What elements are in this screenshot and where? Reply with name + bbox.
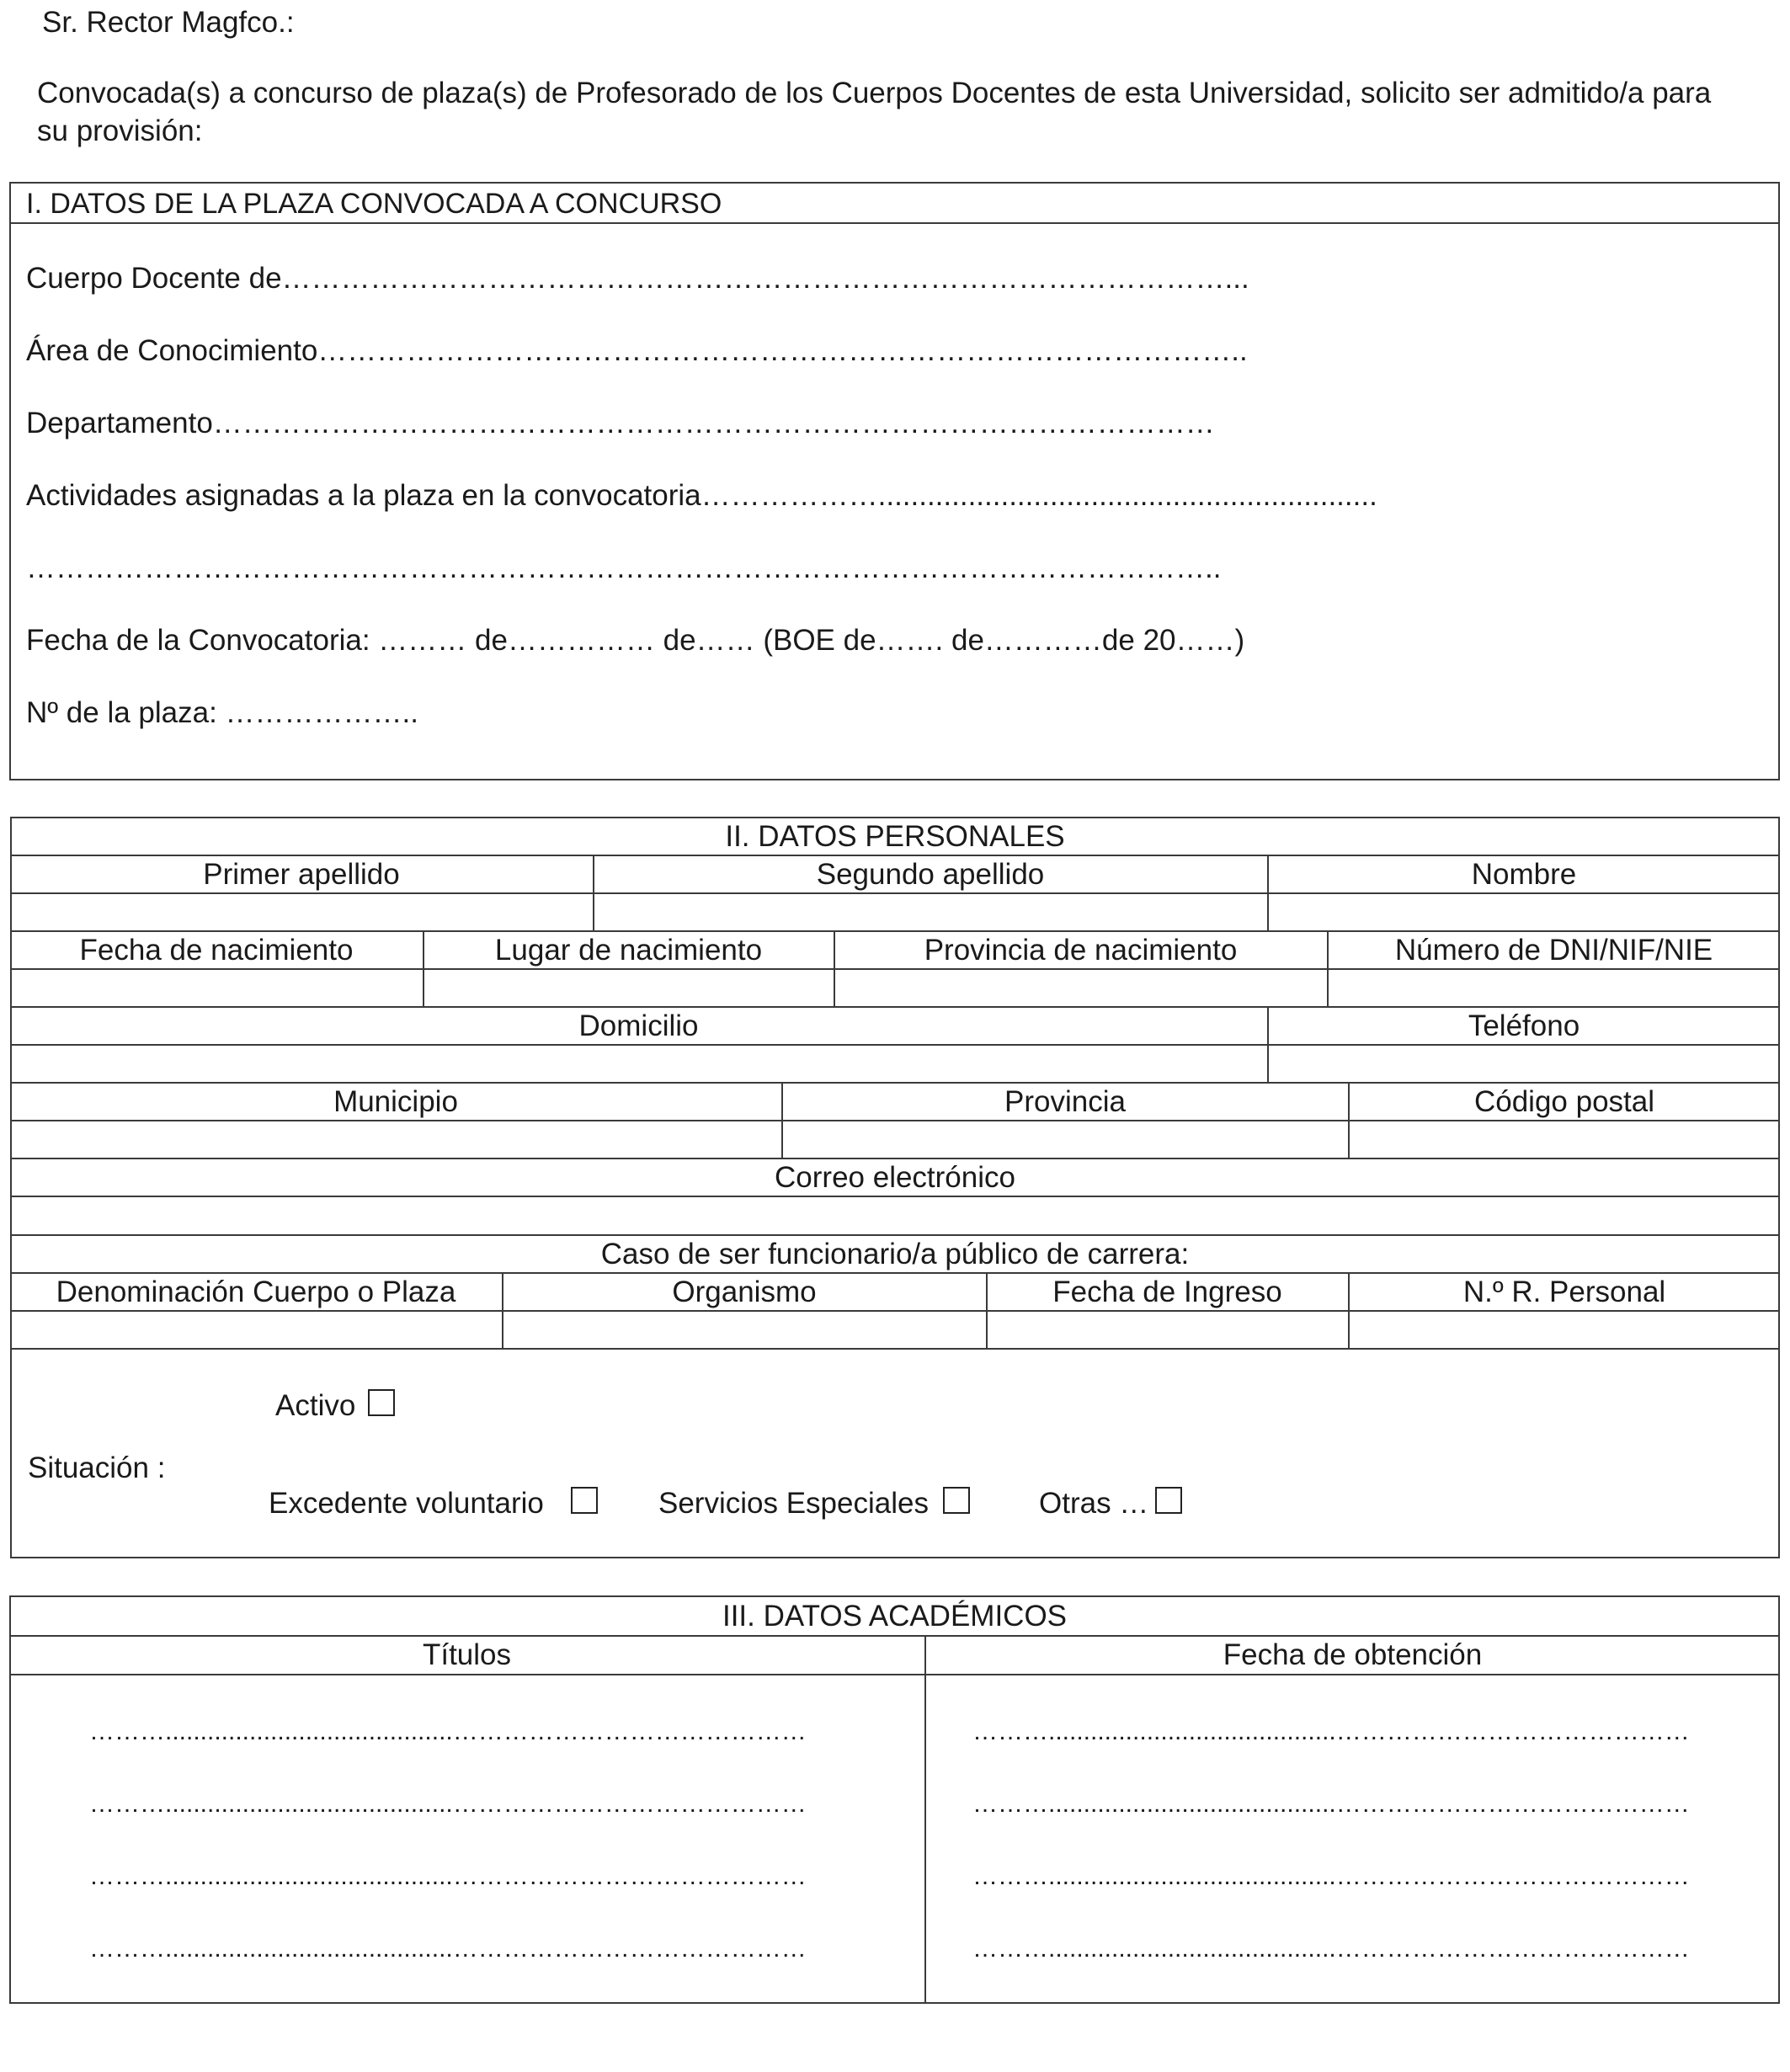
field-actividades[interactable]: Actividades asignadas a la plaza en la convocatoria………………............................................................. xyxy=(26,479,1377,512)
field-area-conocimiento[interactable]: Área de Conocimiento………………………………………………………………………………….. xyxy=(26,334,1248,367)
header-municipio: Municipio xyxy=(333,1084,458,1118)
section-plaza-title: I. DATOS DE LA PLAZA CONVOCADA A CONCURSO xyxy=(26,188,722,220)
divider xyxy=(1348,1082,1350,1159)
option-otras-label: Otras … xyxy=(1039,1487,1149,1520)
divider xyxy=(1267,855,1269,931)
header-lugar-nacimiento: Lugar de nacimiento xyxy=(494,933,763,967)
divider xyxy=(834,930,835,1007)
input-domicilio[interactable] xyxy=(10,1045,1267,1082)
section-plaza-title-divider xyxy=(9,222,1780,224)
divider xyxy=(423,930,424,1007)
divider xyxy=(502,1272,503,1349)
divider xyxy=(986,1272,988,1349)
header-correo-electronico: Correo electrónico xyxy=(775,1160,1015,1194)
checkbox-otras[interactable] xyxy=(1155,1487,1182,1514)
checkbox-servicios-especiales[interactable] xyxy=(943,1487,970,1514)
divider xyxy=(1267,1006,1269,1083)
header-fecha-ingreso: Fecha de Ingreso xyxy=(1052,1275,1282,1308)
section-datos-academicos-title: III. DATOS ACADÉMICOS xyxy=(722,1600,1068,1633)
funcionario-label: Caso de ser funcionario/a público de carrera: xyxy=(600,1237,1190,1270)
input-municipio[interactable] xyxy=(10,1121,781,1158)
fecha-obtencion-line-2[interactable]: ……….........................................…………………………………… xyxy=(972,1790,1690,1818)
situacion-label: Situación : xyxy=(28,1451,166,1484)
input-lugar-nacimiento[interactable] xyxy=(424,969,834,1006)
header-segundo-apellido: Segundo apellido xyxy=(816,857,1045,891)
field-cuerpo-docente[interactable]: Cuerpo Docente de……………………………………………………………………………………... xyxy=(26,262,1249,295)
header-fecha-obtencion: Fecha de obtención xyxy=(1223,1638,1483,1671)
input-nombre[interactable] xyxy=(1268,893,1780,930)
fecha-obtencion-line-1[interactable]: ……….........................................…………………………………… xyxy=(972,1718,1690,1745)
divider xyxy=(1327,930,1329,1007)
header-provincia: Provincia xyxy=(1004,1084,1126,1118)
input-codigo-postal[interactable] xyxy=(1349,1121,1780,1158)
header-codigo-postal: Código postal xyxy=(1473,1084,1655,1118)
divider xyxy=(593,855,594,931)
input-telefono[interactable] xyxy=(1268,1045,1780,1082)
field-numero-plaza[interactable]: Nº de la plaza: ……………….. xyxy=(26,696,418,729)
divider xyxy=(10,1348,1780,1350)
titulo-line-1[interactable]: ……….........................................…………………………………… xyxy=(89,1718,807,1745)
salutation: Sr. Rector Magfco.: xyxy=(42,6,295,39)
header-fecha-nacimiento: Fecha de nacimiento xyxy=(79,933,354,967)
input-nrp[interactable] xyxy=(1349,1311,1780,1348)
titulo-line-3[interactable]: ……….........................................…………………………………… xyxy=(89,1862,807,1890)
checkbox-activo[interactable] xyxy=(368,1389,395,1416)
input-primer-apellido[interactable] xyxy=(10,893,593,930)
input-provincia[interactable] xyxy=(782,1121,1348,1158)
titulo-line-4[interactable]: ……….........................................…………………………………… xyxy=(89,1935,807,1963)
header-dni: Número de DNI/NIF/NIE xyxy=(1394,933,1713,967)
input-fecha-nacimiento[interactable] xyxy=(10,969,423,1006)
divider xyxy=(924,1635,926,2004)
fecha-obtencion-line-3[interactable]: ……….........................................…………………………………… xyxy=(972,1862,1690,1890)
input-segundo-apellido[interactable] xyxy=(594,893,1267,930)
header-primer-apellido: Primer apellido xyxy=(203,857,400,891)
intro-line-2: su provisión: xyxy=(37,115,203,147)
header-nombre: Nombre xyxy=(1471,857,1577,891)
input-denominacion-cuerpo[interactable] xyxy=(10,1311,502,1348)
option-activo-label: Activo xyxy=(275,1389,356,1422)
input-correo-electronico[interactable] xyxy=(10,1196,1780,1233)
header-organismo: Organismo xyxy=(672,1275,817,1308)
header-nrp: N.º R. Personal xyxy=(1462,1275,1666,1308)
field-actividades-cont[interactable]: ………………………………………………………………………………………………………….. xyxy=(26,551,1222,584)
fecha-obtencion-line-4[interactable]: ……….........................................…………………………………… xyxy=(972,1935,1690,1963)
field-departamento[interactable]: Departamento………………………………………………………………………………………… xyxy=(26,407,1215,439)
header-provincia-nacimiento: Provincia de nacimiento xyxy=(924,933,1238,967)
divider xyxy=(781,1082,783,1159)
titulo-line-2[interactable]: ……….........................................…………………………………… xyxy=(89,1790,807,1818)
header-telefono: Teléfono xyxy=(1468,1009,1580,1042)
intro-line-1: Convocada(s) a concurso de plaza(s) de Profesorado de los Cuerpos Docentes de esta Universidad, solicito ser admitido/a para xyxy=(37,77,1712,109)
field-fecha-convocatoria[interactable]: Fecha de la Convocatoria: ……… de…………… de…… (BOE de……. de…………de 20……) xyxy=(26,624,1245,657)
divider xyxy=(1348,1272,1350,1349)
option-servicios-especiales-label: Servicios Especiales xyxy=(658,1487,929,1520)
input-dni[interactable] xyxy=(1328,969,1780,1006)
checkbox-excedente-voluntario[interactable] xyxy=(571,1487,598,1514)
header-titulos: Títulos xyxy=(422,1638,512,1671)
input-organismo[interactable] xyxy=(503,1311,986,1348)
header-domicilio: Domicilio xyxy=(578,1009,699,1042)
header-denominacion-cuerpo: Denominación Cuerpo o Plaza xyxy=(56,1275,456,1308)
section-datos-personales-title: II. DATOS PERSONALES xyxy=(725,820,1065,853)
input-fecha-ingreso[interactable] xyxy=(987,1311,1348,1348)
option-excedente-label: Excedente voluntario xyxy=(269,1487,544,1520)
divider xyxy=(9,1674,1780,1675)
input-provincia-nacimiento[interactable] xyxy=(834,969,1327,1006)
